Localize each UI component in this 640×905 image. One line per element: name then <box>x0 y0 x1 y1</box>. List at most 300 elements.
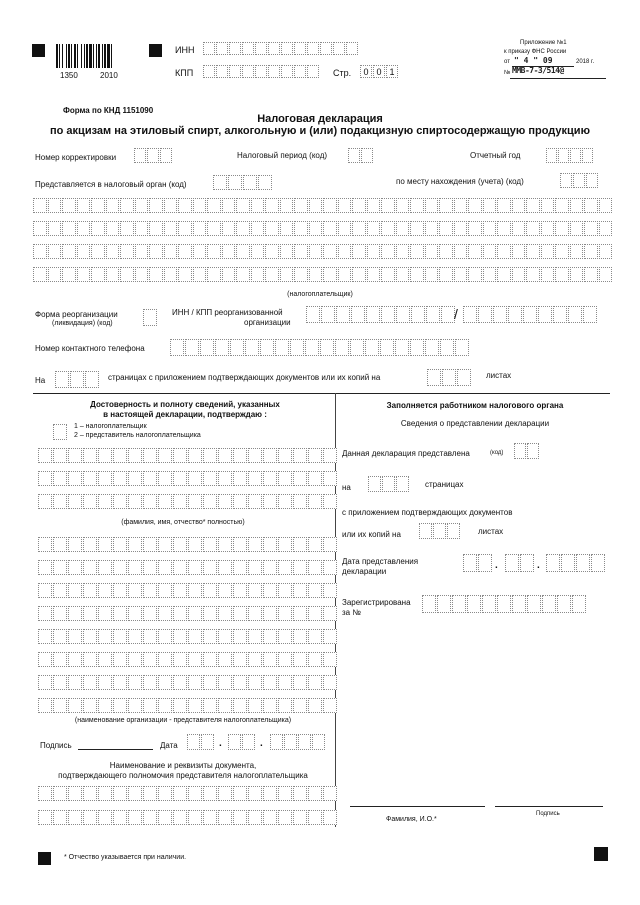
doc-row[interactable] <box>38 786 338 801</box>
entry-cell[interactable] <box>178 221 192 236</box>
entry-cell[interactable] <box>33 244 47 259</box>
entry-cell[interactable] <box>294 65 306 78</box>
entry-cell[interactable] <box>38 494 52 509</box>
entry-cell[interactable] <box>396 244 410 259</box>
entry-cell[interactable] <box>173 537 187 552</box>
entry-cell[interactable] <box>173 494 187 509</box>
entry-cell[interactable] <box>248 698 262 713</box>
entry-cell[interactable] <box>113 494 127 509</box>
entry-cell[interactable] <box>38 583 52 598</box>
entry-cell[interactable] <box>120 221 134 236</box>
entry-cell[interactable] <box>233 606 247 621</box>
entry-cell[interactable] <box>483 244 497 259</box>
entry-cell[interactable] <box>584 198 598 213</box>
entry-cell[interactable] <box>468 244 482 259</box>
entry-cell[interactable] <box>143 810 157 825</box>
entry-cell[interactable] <box>173 810 187 825</box>
entry-cell[interactable] <box>143 309 157 326</box>
entry-cell[interactable] <box>222 267 236 282</box>
entry-cell[interactable] <box>546 148 557 163</box>
entry-cell[interactable] <box>425 244 439 259</box>
fio-row[interactable] <box>38 494 338 509</box>
entry-cell[interactable] <box>312 734 325 750</box>
entry-cell[interactable] <box>251 221 265 236</box>
fio-row[interactable] <box>38 448 338 463</box>
entry-cell[interactable] <box>497 221 511 236</box>
entry-cell[interactable] <box>512 267 526 282</box>
entry-cell[interactable] <box>233 675 247 690</box>
entry-cell[interactable] <box>38 698 52 713</box>
entry-cell[interactable] <box>128 448 142 463</box>
entry-cell[interactable] <box>53 560 67 575</box>
entry-cell[interactable] <box>305 339 319 356</box>
entry-cell[interactable] <box>98 494 112 509</box>
entry-cell[interactable] <box>68 652 82 667</box>
entry-cell[interactable] <box>53 786 67 801</box>
entry-cell[interactable] <box>128 786 142 801</box>
entry-cell[interactable] <box>308 698 322 713</box>
entry-cell[interactable] <box>396 221 410 236</box>
entry-cell[interactable] <box>188 606 202 621</box>
entry-cell[interactable] <box>309 244 323 259</box>
entry-cell[interactable] <box>128 583 142 598</box>
entry-cell[interactable] <box>218 537 232 552</box>
entry-cell[interactable] <box>83 471 97 486</box>
entry-cell[interactable] <box>514 443 526 459</box>
entry-cell[interactable] <box>309 267 323 282</box>
entry-cell[interactable] <box>381 198 395 213</box>
entry-cell[interactable] <box>173 675 187 690</box>
entry-cell[interactable] <box>251 267 265 282</box>
entry-cell[interactable] <box>323 448 337 463</box>
entry-cell[interactable] <box>294 244 308 259</box>
entry-cell[interactable] <box>293 698 307 713</box>
entry-cell[interactable] <box>323 583 337 598</box>
entry-cell[interactable] <box>323 810 337 825</box>
entry-cell[interactable] <box>321 306 335 323</box>
entry-cell[interactable] <box>584 267 598 282</box>
entry-cell[interactable] <box>583 306 597 323</box>
entry-cell[interactable] <box>113 471 127 486</box>
entry-cell[interactable] <box>55 371 69 388</box>
entry-cell[interactable] <box>493 306 507 323</box>
entry-cell[interactable] <box>53 698 67 713</box>
entry-cell[interactable] <box>158 583 172 598</box>
entry-cell[interactable] <box>251 244 265 259</box>
entry-cell[interactable] <box>113 698 127 713</box>
entry-cell[interactable] <box>497 198 511 213</box>
entry-cell[interactable] <box>467 595 481 613</box>
entry-cell[interactable] <box>441 306 455 323</box>
entry-cell[interactable] <box>128 606 142 621</box>
entry-cell[interactable] <box>53 537 67 552</box>
entry-cell[interactable] <box>410 198 424 213</box>
entry-cell[interactable] <box>91 221 105 236</box>
entry-cell[interactable] <box>439 198 453 213</box>
entry-cell[interactable] <box>164 267 178 282</box>
entry-cell[interactable] <box>350 339 364 356</box>
entry-cell[interactable] <box>396 306 410 323</box>
entry-cell[interactable] <box>497 595 511 613</box>
entry-cell[interactable] <box>218 698 232 713</box>
entry-cell[interactable] <box>293 675 307 690</box>
entry-cell[interactable] <box>512 198 526 213</box>
entry-cell[interactable] <box>293 629 307 644</box>
entry-cell[interactable] <box>242 734 255 750</box>
entry-cell[interactable] <box>113 786 127 801</box>
entry-cell[interactable] <box>280 267 294 282</box>
entry-cell[interactable] <box>98 537 112 552</box>
entry-cell[interactable] <box>53 494 67 509</box>
entry-cell[interactable] <box>526 221 540 236</box>
entry-cell[interactable] <box>336 306 350 323</box>
entry-cell[interactable] <box>367 198 381 213</box>
entry-cell[interactable] <box>308 629 322 644</box>
entry-cell[interactable] <box>307 42 319 55</box>
entry-cell[interactable] <box>380 339 394 356</box>
entry-cell[interactable] <box>68 629 82 644</box>
entry-cell[interactable] <box>203 537 217 552</box>
taxpayer-name-row[interactable] <box>33 267 613 282</box>
entry-cell[interactable] <box>419 523 432 539</box>
entry-cell[interactable] <box>62 244 76 259</box>
entry-cell[interactable] <box>98 786 112 801</box>
entry-cell[interactable] <box>248 537 262 552</box>
entry-cell[interactable] <box>173 606 187 621</box>
entry-cell[interactable] <box>48 221 62 236</box>
entry-cell[interactable] <box>425 221 439 236</box>
entry-cell[interactable] <box>143 537 157 552</box>
entry-cell[interactable] <box>248 810 262 825</box>
entry-cell[interactable] <box>558 148 569 163</box>
entry-cell[interactable] <box>263 494 277 509</box>
entry-cell[interactable] <box>352 267 366 282</box>
entry-cell[interactable] <box>188 786 202 801</box>
entry-cell[interactable] <box>452 595 466 613</box>
entry-cell[interactable] <box>218 606 232 621</box>
entry-cell[interactable] <box>160 148 172 163</box>
entry-cell[interactable] <box>323 652 337 667</box>
tax-authority-cells[interactable] <box>213 175 273 190</box>
entry-cell[interactable] <box>143 448 157 463</box>
entry-cell[interactable] <box>229 42 241 55</box>
entry-cell[interactable] <box>410 221 424 236</box>
entry-cell[interactable] <box>143 583 157 598</box>
entry-cell[interactable] <box>236 267 250 282</box>
entry-cell[interactable] <box>98 471 112 486</box>
entry-cell[interactable] <box>447 523 460 539</box>
entry-cell[interactable] <box>270 734 283 750</box>
entry-cell[interactable] <box>173 652 187 667</box>
entry-cell[interactable] <box>323 244 337 259</box>
entry-cell[interactable] <box>278 698 292 713</box>
entry-cell[interactable] <box>149 198 163 213</box>
entry-cell[interactable] <box>173 560 187 575</box>
entry-cell[interactable] <box>455 339 469 356</box>
entry-cell[interactable] <box>352 221 366 236</box>
date-day-cells[interactable] <box>187 734 215 750</box>
entry-cell[interactable] <box>293 583 307 598</box>
entry-cell[interactable] <box>83 786 97 801</box>
entry-cell[interactable] <box>188 471 202 486</box>
entry-cell[interactable] <box>203 494 217 509</box>
entry-cell[interactable] <box>216 42 228 55</box>
entry-cell[interactable] <box>425 339 439 356</box>
entry-cell[interactable] <box>222 244 236 259</box>
entry-cell[interactable] <box>320 339 334 356</box>
entry-cell[interactable] <box>158 471 172 486</box>
entry-cell[interactable] <box>201 734 214 750</box>
confirm-type-cell[interactable] <box>53 424 68 440</box>
entry-cell[interactable] <box>113 675 127 690</box>
entry-cell[interactable] <box>128 675 142 690</box>
entry-cell[interactable] <box>164 244 178 259</box>
entry-cell[interactable] <box>158 494 172 509</box>
entry-cell[interactable] <box>263 629 277 644</box>
entry-cell[interactable] <box>367 267 381 282</box>
entry-cell[interactable] <box>560 173 572 188</box>
doc-row[interactable] <box>38 810 338 825</box>
entry-cell[interactable] <box>260 339 274 356</box>
entry-cell[interactable] <box>294 42 306 55</box>
entry-cell[interactable] <box>555 221 569 236</box>
entry-cell[interactable] <box>143 652 157 667</box>
entry-cell[interactable] <box>520 554 534 572</box>
entry-cell[interactable] <box>173 698 187 713</box>
entry-cell[interactable] <box>98 698 112 713</box>
entry-cell[interactable] <box>410 339 424 356</box>
entry-cell[interactable] <box>338 267 352 282</box>
submission-year-cells[interactable] <box>546 554 606 572</box>
entry-cell[interactable] <box>570 244 584 259</box>
entry-cell[interactable] <box>463 306 477 323</box>
entry-cell[interactable] <box>478 306 492 323</box>
entry-cell[interactable] <box>128 471 142 486</box>
entry-cell[interactable] <box>555 267 569 282</box>
entry-cell[interactable] <box>294 267 308 282</box>
fio-office-line[interactable] <box>350 806 485 807</box>
entry-cell[interactable] <box>437 595 451 613</box>
entry-cell[interactable] <box>113 560 127 575</box>
entry-cell[interactable] <box>48 244 62 259</box>
entry-cell[interactable] <box>128 629 142 644</box>
entry-cell[interactable] <box>265 221 279 236</box>
entry-cell[interactable] <box>483 198 497 213</box>
entry-cell[interactable] <box>68 606 82 621</box>
entry-cell[interactable] <box>308 537 322 552</box>
entry-cell[interactable] <box>555 244 569 259</box>
entry-cell[interactable] <box>308 810 322 825</box>
entry-cell[interactable] <box>323 560 337 575</box>
entry-cell[interactable] <box>53 583 67 598</box>
entry-cell[interactable] <box>68 810 82 825</box>
entry-cell[interactable] <box>293 786 307 801</box>
entry-cell[interactable] <box>512 595 526 613</box>
entry-cell[interactable] <box>278 606 292 621</box>
entry-cell[interactable] <box>263 810 277 825</box>
entry-cell[interactable] <box>233 471 247 486</box>
entry-cell[interactable] <box>193 221 207 236</box>
reorg-inn-cells[interactable] <box>306 306 456 323</box>
entry-cell[interactable] <box>218 560 232 575</box>
registered-number-cells[interactable] <box>422 595 587 613</box>
entry-cell[interactable] <box>395 339 409 356</box>
entry-cell[interactable] <box>135 267 149 282</box>
entry-cell[interactable] <box>381 221 395 236</box>
entry-cell[interactable] <box>586 173 598 188</box>
entry-cell[interactable] <box>381 267 395 282</box>
entry-cell[interactable] <box>207 221 221 236</box>
entry-cell[interactable] <box>367 221 381 236</box>
entry-cell[interactable] <box>158 448 172 463</box>
entry-cell[interactable] <box>68 448 82 463</box>
entry-cell[interactable] <box>468 198 482 213</box>
entry-cell[interactable] <box>128 494 142 509</box>
entry-cell[interactable] <box>248 583 262 598</box>
entry-cell[interactable] <box>68 583 82 598</box>
entry-cell[interactable] <box>62 267 76 282</box>
entry-cell[interactable] <box>53 448 67 463</box>
entry-cell[interactable] <box>293 652 307 667</box>
entry-cell[interactable] <box>158 810 172 825</box>
entry-cell[interactable] <box>308 471 322 486</box>
entry-cell[interactable] <box>323 698 337 713</box>
org-name-row[interactable] <box>38 675 338 690</box>
entry-cell[interactable] <box>203 810 217 825</box>
entry-cell[interactable] <box>442 369 456 386</box>
entry-cell[interactable] <box>454 267 468 282</box>
entry-cell[interactable] <box>307 65 319 78</box>
entry-cell[interactable] <box>85 371 99 388</box>
entry-cell[interactable] <box>164 198 178 213</box>
entry-cell[interactable] <box>233 629 247 644</box>
entry-cell[interactable] <box>203 448 217 463</box>
entry-cell[interactable] <box>158 652 172 667</box>
pages-count-cells[interactable] <box>55 371 100 388</box>
entry-cell[interactable] <box>248 494 262 509</box>
entry-cell[interactable] <box>599 267 613 282</box>
entry-cell[interactable] <box>425 267 439 282</box>
entry-cell[interactable] <box>294 198 308 213</box>
entry-cell[interactable] <box>164 221 178 236</box>
entry-cell[interactable] <box>576 554 590 572</box>
entry-cell[interactable] <box>188 537 202 552</box>
entry-cell[interactable] <box>83 537 97 552</box>
entry-cell[interactable] <box>351 306 365 323</box>
entry-cell[interactable] <box>248 448 262 463</box>
entry-cell[interactable] <box>263 583 277 598</box>
date-year-cells[interactable] <box>270 734 326 750</box>
entry-cell[interactable] <box>149 221 163 236</box>
entry-cell[interactable] <box>83 675 97 690</box>
entry-cell[interactable] <box>68 537 82 552</box>
entry-cell[interactable] <box>203 786 217 801</box>
taxpayer-name-row[interactable] <box>33 244 613 259</box>
entry-cell[interactable] <box>308 786 322 801</box>
entry-cell[interactable] <box>306 306 320 323</box>
entry-cell[interactable] <box>527 595 541 613</box>
entry-cell[interactable] <box>323 221 337 236</box>
copies-cells-office[interactable] <box>419 523 461 539</box>
entry-cell[interactable] <box>293 606 307 621</box>
entry-cell[interactable] <box>526 198 540 213</box>
entry-cell[interactable] <box>570 198 584 213</box>
kpp-cells[interactable] <box>203 65 320 78</box>
fio-row[interactable] <box>38 471 338 486</box>
entry-cell[interactable] <box>382 476 395 492</box>
entry-cell[interactable] <box>158 629 172 644</box>
entry-cell[interactable] <box>248 560 262 575</box>
entry-cell[interactable] <box>222 198 236 213</box>
entry-cell[interactable] <box>541 267 555 282</box>
entry-cell[interactable] <box>120 198 134 213</box>
entry-cell[interactable] <box>188 810 202 825</box>
entry-cell[interactable] <box>38 810 52 825</box>
entry-cell[interactable] <box>233 698 247 713</box>
entry-cell[interactable] <box>323 494 337 509</box>
entry-cell[interactable] <box>508 306 522 323</box>
entry-cell[interactable] <box>293 494 307 509</box>
entry-cell[interactable] <box>53 471 67 486</box>
entry-cell[interactable] <box>203 583 217 598</box>
entry-cell[interactable] <box>68 560 82 575</box>
entry-cell[interactable] <box>98 810 112 825</box>
entry-cell[interactable] <box>98 448 112 463</box>
entry-cell[interactable] <box>290 339 304 356</box>
entry-cell[interactable] <box>83 606 97 621</box>
entry-cell[interactable] <box>309 198 323 213</box>
entry-cell[interactable] <box>98 675 112 690</box>
entry-cell[interactable] <box>568 306 582 323</box>
entry-cell[interactable] <box>410 244 424 259</box>
entry-cell[interactable] <box>53 424 67 440</box>
entry-cell[interactable] <box>526 244 540 259</box>
entry-cell[interactable] <box>352 244 366 259</box>
entry-cell[interactable] <box>203 606 217 621</box>
entry-cell[interactable] <box>425 198 439 213</box>
entry-cell[interactable] <box>218 583 232 598</box>
entry-cell[interactable] <box>173 629 187 644</box>
entry-cell[interactable] <box>222 221 236 236</box>
entry-cell[interactable] <box>62 221 76 236</box>
entry-cell[interactable] <box>83 560 97 575</box>
entry-cell[interactable] <box>83 629 97 644</box>
sheets-count-cells[interactable] <box>427 369 472 386</box>
entry-cell[interactable] <box>454 198 468 213</box>
entry-cell[interactable] <box>280 198 294 213</box>
entry-cell[interactable] <box>584 244 598 259</box>
entry-cell[interactable] <box>410 267 424 282</box>
entry-cell[interactable] <box>218 675 232 690</box>
entry-cell[interactable] <box>440 339 454 356</box>
entry-cell[interactable] <box>77 267 91 282</box>
entry-cell[interactable] <box>284 734 297 750</box>
entry-cell[interactable] <box>541 244 555 259</box>
entry-cell[interactable] <box>263 537 277 552</box>
entry-cell[interactable] <box>233 652 247 667</box>
entry-cell[interactable] <box>263 698 277 713</box>
entry-cell[interactable] <box>98 560 112 575</box>
entry-cell[interactable] <box>187 734 200 750</box>
entry-cell[interactable] <box>38 675 52 690</box>
entry-cell[interactable] <box>68 786 82 801</box>
tax-period-cells[interactable] <box>348 148 374 163</box>
entry-cell[interactable] <box>293 560 307 575</box>
entry-cell[interactable] <box>218 471 232 486</box>
entry-cell[interactable] <box>203 652 217 667</box>
entry-cell[interactable] <box>263 675 277 690</box>
entry-cell[interactable] <box>483 267 497 282</box>
